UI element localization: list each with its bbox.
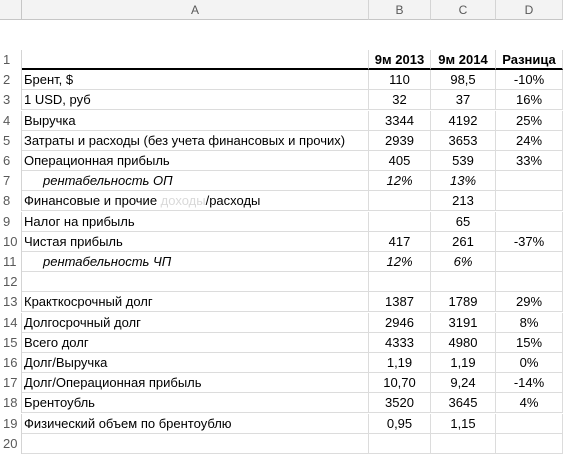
cell-b[interactable]	[369, 272, 431, 292]
cell-b[interactable]	[369, 434, 431, 454]
cell-d[interactable]	[496, 191, 563, 211]
cell-b[interactable]: 1387	[369, 292, 431, 312]
row-header[interactable]: 6	[0, 151, 22, 171]
table-row	[22, 90, 563, 110]
row-header[interactable]: 8	[0, 191, 22, 211]
row-header[interactable]: 1	[0, 50, 22, 70]
cell-a[interactable]: Затраты и расходы (без учета финансовых и прочих)	[22, 131, 369, 151]
cell-a[interactable]: Чистая прибыль	[22, 232, 369, 252]
cell-a[interactable]: 1 USD, руб	[22, 90, 369, 110]
cell-d[interactable]	[496, 434, 563, 454]
table-row	[22, 151, 563, 171]
cell-c[interactable]: 13%	[431, 171, 496, 191]
row-header[interactable]: 12	[0, 272, 22, 292]
table-row	[22, 50, 563, 70]
table-row	[22, 131, 563, 151]
cell-c[interactable]: 65	[431, 212, 496, 232]
column-header-b[interactable]: B	[369, 0, 431, 20]
cell-d[interactable]: 25%	[496, 111, 563, 131]
cell-c[interactable]: 539	[431, 151, 496, 171]
cell-d[interactable]	[496, 272, 563, 292]
cell-a-text: Финансовые и прочие	[24, 193, 161, 209]
cell-a[interactable]: Физический объем по брентоублю	[22, 414, 369, 434]
cell-a[interactable]: Брентоубль	[22, 393, 369, 413]
cell-c[interactable]: 6%	[431, 252, 496, 272]
cell-b[interactable]: 9м 2013	[369, 50, 431, 70]
cell-d[interactable]	[496, 171, 563, 191]
cell-a[interactable]: рентабельность ЧП	[22, 252, 369, 272]
cell-c[interactable]: 1,15	[431, 414, 496, 434]
table-row	[22, 313, 563, 333]
cell-d[interactable]: 24%	[496, 131, 563, 151]
cell-c[interactable]: 3645	[431, 393, 496, 413]
cell-b[interactable]: 405	[369, 151, 431, 171]
row-header[interactable]: 16	[0, 353, 22, 373]
cell-d[interactable]: 16%	[496, 90, 563, 110]
row-header[interactable]: 9	[0, 212, 22, 232]
table-row	[22, 333, 563, 353]
cell-a[interactable]: Брент, $	[22, 70, 369, 90]
cell-c[interactable]: 3191	[431, 313, 496, 333]
row-header[interactable]: 19	[0, 414, 22, 434]
row-header[interactable]: 17	[0, 373, 22, 393]
cell-a[interactable]	[22, 191, 369, 211]
cell-d[interactable]: 29%	[496, 292, 563, 312]
cell-d[interactable]: -14%	[496, 373, 563, 393]
table-row	[22, 171, 563, 191]
cell-c[interactable]	[431, 434, 496, 454]
table-row	[22, 434, 563, 454]
table-row	[22, 292, 563, 312]
row-header[interactable]: 14	[0, 313, 22, 333]
table-row	[22, 414, 563, 434]
cell-c[interactable]: 1789	[431, 292, 496, 312]
cell-b[interactable]: 12%	[369, 171, 431, 191]
cell-c[interactable]: 1,19	[431, 353, 496, 373]
cell-b[interactable]: 4333	[369, 333, 431, 353]
cell-d[interactable]: -37%	[496, 232, 563, 252]
column-header-d[interactable]: D	[496, 0, 563, 20]
cell-b[interactable]: 3520	[369, 393, 431, 413]
table-row	[22, 373, 563, 393]
cell-a[interactable]	[22, 50, 369, 70]
cell-c[interactable]: 37	[431, 90, 496, 110]
cell-a[interactable]: Выручка	[22, 111, 369, 131]
cell-d[interactable]: 8%	[496, 313, 563, 333]
cell-b[interactable]	[369, 191, 431, 211]
cell-b[interactable]: 1,19	[369, 353, 431, 373]
cell-a[interactable]: Всего долг	[22, 333, 369, 353]
select-all-corner[interactable]	[0, 0, 22, 20]
cell-a[interactable]: Долг/Выручка	[22, 353, 369, 373]
cell-b[interactable]	[369, 212, 431, 232]
cell-a[interactable]: Операционная прибыль	[22, 151, 369, 171]
table-row	[22, 111, 563, 131]
cell-c[interactable]: 213	[431, 191, 496, 211]
table-row	[22, 393, 563, 413]
cell-c[interactable]: 98,5	[431, 70, 496, 90]
row-header[interactable]: 11	[0, 252, 22, 272]
cell-d[interactable]: 0%	[496, 353, 563, 373]
table-row	[22, 272, 563, 292]
cell-c[interactable]: 9,24	[431, 373, 496, 393]
cell-c[interactable]: 9м 2014	[431, 50, 496, 70]
table-row	[22, 70, 563, 90]
cell-b[interactable]: 10,70	[369, 373, 431, 393]
cell-a[interactable]: Налог на прибыль	[22, 212, 369, 232]
row-header[interactable]: 3	[0, 90, 22, 110]
cell-a[interactable]	[22, 434, 369, 454]
row-header[interactable]: 13	[0, 292, 22, 312]
table-row	[22, 212, 563, 232]
cell-c[interactable]: 4980	[431, 333, 496, 353]
cell-a[interactable]: Долг/Операционная прибыль	[22, 373, 369, 393]
cell-d[interactable]: 15%	[496, 333, 563, 353]
cell-a-text: /расходы	[205, 193, 261, 209]
cell-a[interactable]	[22, 272, 369, 292]
cell-b[interactable]: 2939	[369, 131, 431, 151]
cell-b[interactable]: 110	[369, 70, 431, 90]
row-header[interactable]: 5	[0, 131, 22, 151]
cell-b[interactable]: 3344	[369, 111, 431, 131]
cell-d[interactable]	[496, 414, 563, 434]
row-header[interactable]: 7	[0, 171, 22, 191]
table-row	[22, 353, 563, 373]
cell-c[interactable]: 261	[431, 232, 496, 252]
cell-d[interactable]	[496, 252, 563, 272]
cell-d[interactable]: 4%	[496, 393, 563, 413]
cell-a[interactable]: Кракткосрочный долг	[22, 292, 369, 312]
cell-b[interactable]: 417	[369, 232, 431, 252]
column-header-c[interactable]: C	[431, 0, 496, 20]
cell-d[interactable]: Разница	[496, 50, 563, 70]
row-header[interactable]: 10	[0, 232, 22, 252]
cell-c[interactable]	[431, 272, 496, 292]
cell-d[interactable]: 33%	[496, 151, 563, 171]
cell-b[interactable]: 0,95	[369, 414, 431, 434]
row-header[interactable]: 2	[0, 70, 22, 90]
cell-a[interactable]: Долгосрочный долг	[22, 313, 369, 333]
table-row	[22, 232, 563, 252]
column-header-a[interactable]: A	[22, 0, 369, 20]
row-header[interactable]: 15	[0, 333, 22, 353]
table-row	[22, 252, 563, 272]
cell-d[interactable]: -10%	[496, 70, 563, 90]
cell-d[interactable]	[496, 212, 563, 232]
cell-b[interactable]: 32	[369, 90, 431, 110]
row-header[interactable]: 4	[0, 111, 22, 131]
table-row	[22, 191, 563, 211]
cell-a-faded-text: доходы	[160, 193, 206, 209]
row-header[interactable]: 18	[0, 393, 22, 413]
row-header[interactable]: 20	[0, 434, 22, 454]
cell-c[interactable]: 4192	[431, 111, 496, 131]
cell-b[interactable]: 12%	[369, 252, 431, 272]
cell-c[interactable]: 3653	[431, 131, 496, 151]
cell-b[interactable]: 2946	[369, 313, 431, 333]
cell-a[interactable]: рентабельность ОП	[22, 171, 369, 191]
